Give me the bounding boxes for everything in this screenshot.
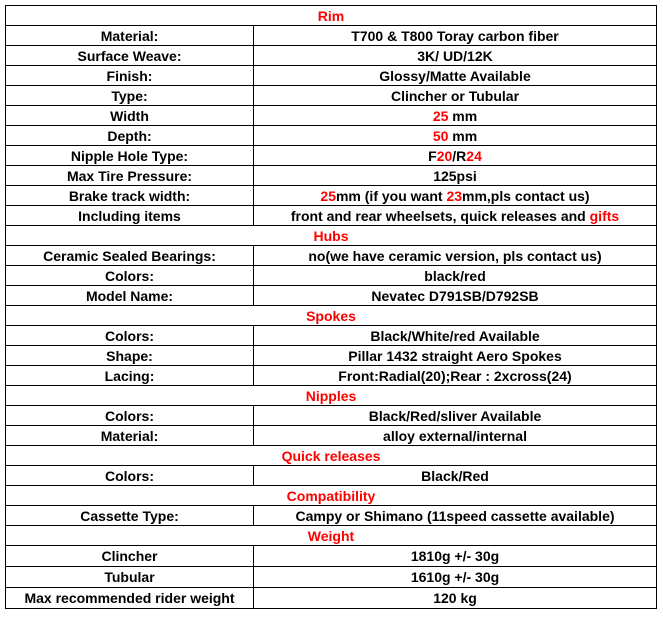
row-value: Black/Red [254,466,657,486]
nipple-separator: /R [452,147,467,164]
row-label: Lacing: [6,366,254,386]
table-row [6,346,657,366]
nipple-rear-number: 24 [466,147,482,164]
table-row [6,146,657,166]
row-label: Cassette Type: [6,506,254,526]
section-header: Nipples [6,386,657,406]
row-label: Material: [6,426,254,446]
including-gifts: gifts [589,207,620,224]
section-header: Hubs [6,226,657,246]
row-value: 120 kg [254,588,657,609]
row-value: T700 & T800 Toray carbon fiber [254,26,657,46]
row-value: 3K/ UD/12K [254,46,657,66]
row-value: Pillar 1432 straight Aero Spokes [254,346,657,366]
table-row [6,366,657,386]
row-label: Material: [6,26,254,46]
row-value [254,186,657,206]
table-row [6,506,657,526]
width-number: 25 [432,107,449,124]
section-header: Rim [6,6,657,26]
table-row [6,567,657,588]
table-row [6,186,657,206]
table-row [6,426,657,446]
depth-number: 50 [432,127,449,144]
row-label: Colors: [6,266,254,286]
row-value: black/red [254,266,657,286]
table-row [6,546,657,567]
row-value: 1810g +/- 30g [254,546,657,567]
section-weight [6,526,657,546]
row-value: 1610g +/- 30g [254,567,657,588]
table-row [6,286,657,306]
brake-track-mid: mm (if you want [335,187,447,204]
row-value: Black/White/red Available [254,326,657,346]
row-label: Surface Weave: [6,46,254,66]
table-row [6,166,657,186]
table-row [6,246,657,266]
row-label: Colors: [6,406,254,426]
table-row [6,106,657,126]
section-header: Compatibility [6,486,657,506]
table-row [6,26,657,46]
row-label: Brake track width: [6,186,254,206]
brake-track-tail: mm,pls contact us) [462,187,590,204]
section-spokes [6,306,657,326]
table-row [6,588,657,609]
table-row [6,206,657,226]
row-label: Finish: [6,66,254,86]
brake-track-alt-number: 23 [446,187,463,204]
section-header: Spokes [6,306,657,326]
row-label: Tubular [6,567,254,588]
row-label: Clincher [6,546,254,567]
row-label: Shape: [6,346,254,366]
table-row [6,326,657,346]
row-label: Colors: [6,466,254,486]
section-hubs [6,226,657,246]
section-header: Quick releases [6,446,657,466]
table-row [6,466,657,486]
section-header: Weight [6,526,657,546]
row-value [254,106,657,126]
row-value: 125psi [254,166,657,186]
table-row [6,406,657,426]
row-label: Width [6,106,254,126]
width-unit: mm [448,107,478,124]
spec-table [5,5,657,609]
table-row [6,46,657,66]
row-value [254,146,657,166]
row-label: Colors: [6,326,254,346]
including-text: front and rear wheelsets, quick releases and [290,207,590,224]
row-label: Including items [6,206,254,226]
section-nipples [6,386,657,406]
row-value: Nevatec D791SB/D792SB [254,286,657,306]
brake-track-number: 25 [320,187,336,204]
section-rim [6,6,657,26]
row-value: Glossy/Matte Available [254,66,657,86]
row-value: Campy or Shimano (11speed cassette available) [254,506,657,526]
table-row [6,66,657,86]
nipple-front-number: 20 [436,147,453,164]
section-quick-releases [6,446,657,466]
row-label: Type: [6,86,254,106]
row-value: Front:Radial(20);Rear : 2xcross(24) [254,366,657,386]
table-row [6,266,657,286]
row-label: Ceramic Sealed Bearings: [6,246,254,266]
row-value [254,126,657,146]
section-compatibility [6,486,657,506]
row-value: Black/Red/sliver Available [254,406,657,426]
row-label: Max recommended rider weight [6,588,254,609]
row-label: Model Name: [6,286,254,306]
table-row [6,126,657,146]
row-value: Clincher or Tubular [254,86,657,106]
row-label: Depth: [6,126,254,146]
depth-unit: mm [448,127,478,144]
row-value: no(we have ceramic version, pls contact us) [254,246,657,266]
row-value [254,206,657,226]
table-row [6,86,657,106]
row-value: alloy external/internal [254,426,657,446]
row-label: Nipple Hole Type: [6,146,254,166]
nipple-front-prefix: F [428,147,437,164]
row-label: Max Tire Pressure: [6,166,254,186]
